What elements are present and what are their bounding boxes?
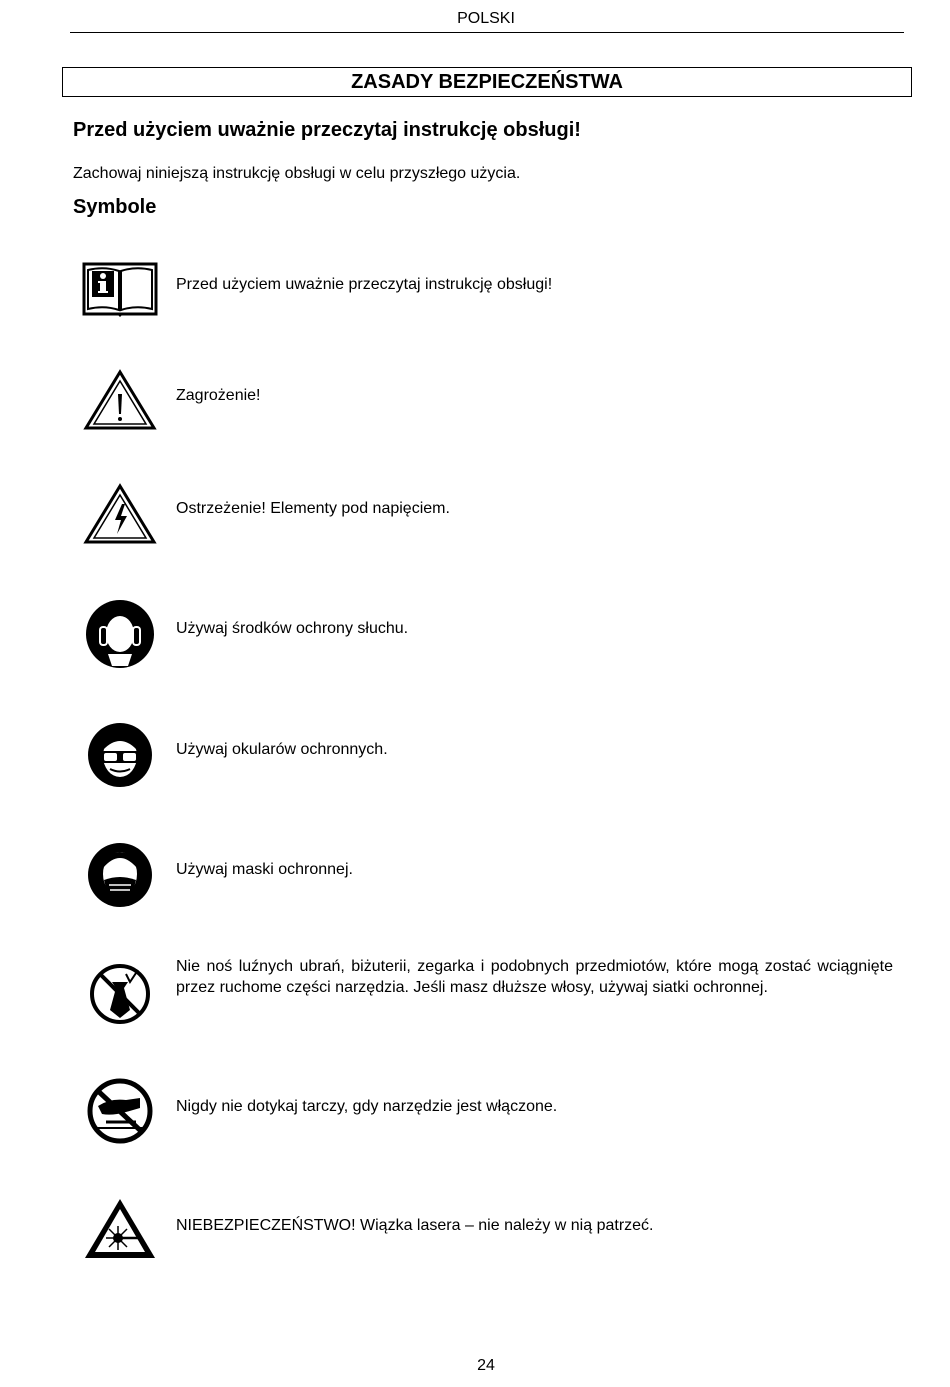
no-touch-blade-icon — [82, 1076, 158, 1146]
section-title: ZASADY BEZPIECZEŃSTWA — [62, 67, 912, 97]
symbol-text-no-loose-clothing: Nie noś luźnych ubrań, biżuterii, zegarka i podobnych przedmiotów, które mogą zostać wciągnięte przez ruchome części narzędzia. Jeśli masz dłuższe włosy, używaj siatki ochronnej. — [176, 958, 893, 996]
main-heading: Przed użyciem uważnie przeczytaj instrukcję obsługi! — [73, 119, 581, 141]
warning-triangle-icon — [82, 368, 158, 432]
symbol-text-read-manual: Przed użyciem uważnie przeczytaj instrukcję obsługi! — [176, 276, 553, 293]
eye-protection-icon — [82, 720, 158, 790]
face-mask-icon — [82, 840, 158, 910]
ear-protection-icon — [82, 598, 158, 670]
header-language: POLSKI — [457, 10, 515, 27]
symbol-text-warning: Zagrożenie! — [176, 387, 261, 404]
symbol-text-face-mask: Używaj maski ochronnej. — [176, 861, 353, 878]
symbols-heading: Symbole — [73, 196, 157, 218]
intro-text: Zachowaj niniejszą instrukcję obsługi w celu przyszłego użycia. — [73, 165, 521, 182]
symbol-text-high-voltage: Ostrzeżenie! Elementy pod napięciem. — [176, 500, 450, 517]
high-voltage-icon — [82, 482, 158, 546]
page-number: 24 — [477, 1357, 495, 1374]
header-rule — [70, 32, 904, 33]
laser-warning-icon — [82, 1196, 158, 1262]
symbol-text-eye-protection: Używaj okularów ochronnych. — [176, 741, 388, 758]
symbol-text-no-touch-blade: Nigdy nie dotykaj tarczy, gdy narzędzie jest włączone. — [176, 1098, 558, 1115]
no-loose-clothing-icon — [82, 960, 158, 1028]
symbol-text-ear-protection: Używaj środków ochrony słuchu. — [176, 620, 409, 637]
read-manual-icon — [82, 262, 158, 318]
symbol-text-laser: NIEBEZPIECZEŃSTWO! Wiązka lasera – nie należy w nią patrzeć. — [176, 1217, 654, 1234]
